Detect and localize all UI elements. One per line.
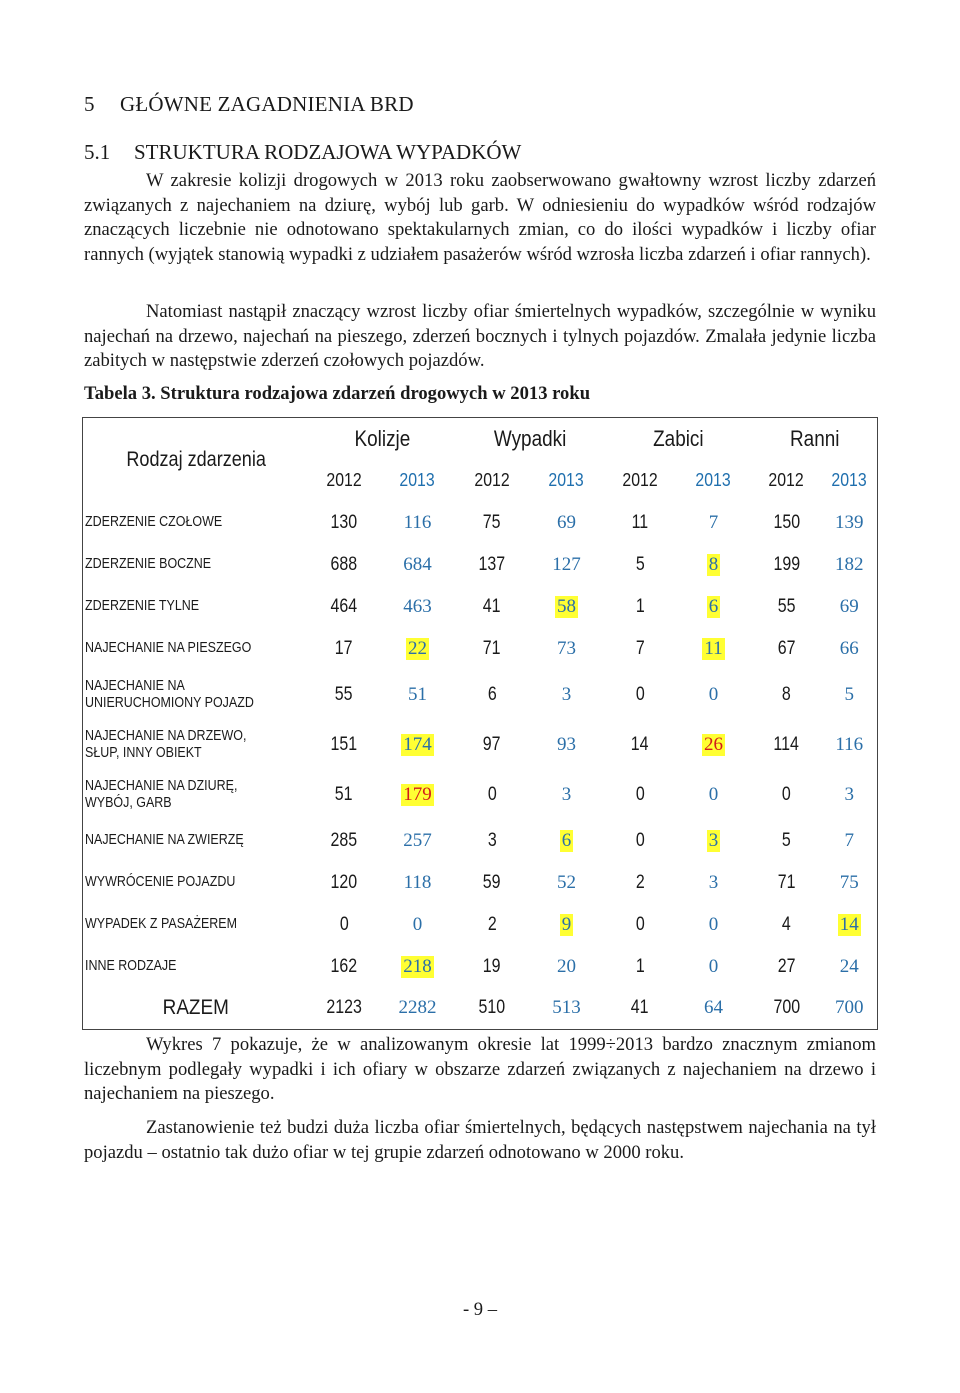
value-cell: 69 bbox=[557, 511, 576, 533]
value-cell: 285 bbox=[330, 829, 358, 851]
value-cell: 5 bbox=[782, 829, 791, 851]
value-cell: 51 bbox=[335, 783, 353, 805]
section-number: 5 bbox=[84, 92, 95, 116]
value-cell: 174 bbox=[403, 733, 432, 755]
section-heading bbox=[84, 92, 414, 117]
table-row bbox=[83, 670, 878, 720]
table-caption-text: Struktura rodzajowa zdarzeń drogowych w 2013 roku bbox=[155, 383, 591, 404]
table-row bbox=[83, 628, 878, 670]
value-cell: 116 bbox=[403, 511, 432, 533]
value-cell: 7 bbox=[708, 511, 719, 533]
row-label: WYWRÓCENIE POJAZDU bbox=[85, 874, 236, 890]
value-cell: 3 bbox=[487, 829, 497, 851]
value-cell: 0 bbox=[708, 783, 719, 805]
header-year: 2012 bbox=[768, 470, 805, 490]
table-row bbox=[83, 770, 878, 820]
value-cell: 14 bbox=[631, 733, 649, 755]
total-value-cell: 700 bbox=[773, 997, 800, 1019]
value-cell: 75 bbox=[839, 871, 859, 893]
value-cell: 27 bbox=[777, 955, 796, 977]
row-label: ZDERZENIE BOCZNE bbox=[85, 556, 212, 572]
total-value-cell: 64 bbox=[704, 997, 724, 1019]
value-cell: 58 bbox=[557, 595, 576, 617]
value-cell: 93 bbox=[557, 733, 576, 755]
value-cell: 179 bbox=[403, 783, 432, 805]
value-cell: 257 bbox=[403, 829, 432, 851]
value-cell: 26 bbox=[704, 733, 724, 755]
table-row bbox=[83, 502, 878, 544]
table-row bbox=[83, 586, 878, 628]
header-group-ranni: Ranni bbox=[789, 425, 839, 451]
value-cell: 52 bbox=[557, 871, 576, 893]
value-cell: 73 bbox=[557, 637, 576, 659]
value-cell: 55 bbox=[335, 683, 353, 705]
value-cell: 1 bbox=[635, 595, 645, 617]
total-value-cell: 513 bbox=[552, 997, 581, 1019]
value-cell: 3 bbox=[561, 783, 572, 805]
value-cell: 182 bbox=[835, 553, 864, 575]
value-cell: 0 bbox=[487, 783, 497, 805]
total-value-cell: 700 bbox=[835, 997, 864, 1019]
row-label: ZDERZENIE TYLNE bbox=[85, 598, 200, 614]
value-cell: 6 bbox=[487, 683, 497, 705]
value-cell: 11 bbox=[631, 511, 649, 533]
value-cell: 22 bbox=[408, 637, 427, 659]
header-group-zabici: Zabici bbox=[652, 425, 704, 451]
value-cell: 97 bbox=[483, 733, 501, 755]
value-cell: 3 bbox=[561, 683, 572, 705]
value-cell: 69 bbox=[839, 595, 859, 617]
value-cell: 6 bbox=[561, 829, 572, 851]
page-number: - 9 – bbox=[462, 1299, 498, 1320]
total-row bbox=[83, 988, 878, 1030]
value-cell: 0 bbox=[635, 783, 645, 805]
value-cell: 3 bbox=[708, 871, 719, 893]
value-cell: 51 bbox=[408, 683, 427, 705]
value-cell: 0 bbox=[635, 829, 645, 851]
value-cell: 5 bbox=[844, 683, 855, 705]
table-caption bbox=[84, 383, 590, 405]
value-cell: 1 bbox=[635, 955, 645, 977]
value-cell: 41 bbox=[483, 595, 501, 617]
header-year: 2012 bbox=[622, 470, 658, 490]
value-cell: 151 bbox=[330, 733, 358, 755]
value-cell: 150 bbox=[773, 511, 800, 533]
value-cell: 17 bbox=[335, 637, 353, 659]
total-value-cell: 41 bbox=[631, 997, 649, 1019]
value-cell: 3 bbox=[844, 783, 855, 805]
value-cell: 130 bbox=[330, 511, 358, 533]
value-cell: 162 bbox=[330, 955, 358, 977]
value-cell: 5 bbox=[635, 553, 645, 575]
subsection-number: 5.1 bbox=[84, 140, 111, 164]
value-cell: 2 bbox=[635, 871, 645, 893]
value-cell: 66 bbox=[839, 637, 859, 659]
value-cell: 218 bbox=[403, 955, 432, 977]
header-group-kolizje: Kolizje bbox=[354, 425, 410, 451]
row-label: ZDERZENIE CZOŁOWE bbox=[85, 514, 223, 530]
value-cell: 7 bbox=[635, 637, 645, 659]
value-cell: 11 bbox=[704, 637, 723, 659]
value-cell: 199 bbox=[773, 553, 800, 575]
total-label: RAZEM bbox=[162, 996, 229, 1020]
header-year: 2013 bbox=[695, 470, 732, 490]
value-cell: 0 bbox=[708, 955, 719, 977]
value-cell: 118 bbox=[403, 871, 432, 893]
header-year: 2012 bbox=[474, 470, 510, 490]
value-cell: 463 bbox=[403, 595, 432, 617]
table-row bbox=[83, 946, 878, 988]
value-cell: 0 bbox=[412, 913, 423, 935]
table-row bbox=[83, 820, 878, 862]
table-row bbox=[83, 544, 878, 586]
table-body bbox=[83, 502, 878, 1030]
value-cell: 6 bbox=[708, 595, 719, 617]
value-cell: 688 bbox=[330, 553, 358, 575]
row-label: NAJECHANIE NA ZWIERZĘ bbox=[85, 832, 244, 848]
table-row bbox=[83, 720, 878, 770]
accident-structure-table bbox=[82, 417, 878, 1030]
value-cell: 71 bbox=[483, 637, 501, 659]
value-cell: 14 bbox=[839, 913, 859, 935]
total-value-cell: 2123 bbox=[326, 997, 362, 1019]
value-cell: 59 bbox=[483, 871, 501, 893]
value-cell: 19 bbox=[483, 955, 501, 977]
table-row bbox=[83, 904, 878, 946]
value-cell: 67 bbox=[777, 637, 796, 659]
row-label: NAJECHANIE NA DZIURĘ, WYBÓJ, GARB bbox=[85, 777, 238, 811]
header-rodzaj: Rodzaj zdarzenia bbox=[125, 447, 266, 471]
value-cell: 4 bbox=[782, 913, 791, 935]
value-cell: 9 bbox=[561, 913, 572, 935]
paragraph-4: Zastanowienie też budzi duża liczba ofiar śmiertelnych, będących następstwem najechania na tył pojazdu – ostatnio tak dużo ofiar w tej grupie zdarzeń odnotowano w 2000 roku. bbox=[84, 1117, 876, 1163]
table-caption-label: Tabela 3. bbox=[84, 383, 156, 404]
value-cell: 75 bbox=[483, 511, 501, 533]
row-label: NAJECHANIE NA UNIERUCHOMIONY POJAZD bbox=[85, 677, 254, 711]
value-cell: 464 bbox=[330, 595, 358, 617]
value-cell: 20 bbox=[557, 955, 576, 977]
header-year: 2013 bbox=[831, 470, 867, 490]
value-cell: 3 bbox=[708, 829, 719, 851]
header-rodzaj-cell bbox=[83, 418, 309, 502]
row-label: WYPADEK Z PASAŻEREM bbox=[85, 916, 237, 932]
header-year: 2013 bbox=[548, 470, 585, 490]
subsection-title: STRUKTURA RODZAJOWA WYPADKÓW bbox=[134, 140, 522, 164]
value-cell: 0 bbox=[782, 783, 791, 805]
subsection-heading bbox=[84, 140, 521, 165]
paragraph-1: W zakresie kolizji drogowych w 2013 roku zaobserwowano gwałtowny wzrost liczby zdarzeń związanych z najechaniem na dziurę, wybój lub garb. W odniesieniu do wypadków wśród rodzajów znaczących liczebnie nie odnotowano spektakularnych zmian, co do ilości wypadków i liczby ofiar rannych (wyjątek stanowią wypadki z udziałem pasażerów wśród wzrosła liczba zdarzeń i ofiar rannych). bbox=[84, 170, 876, 265]
value-cell: 0 bbox=[635, 683, 645, 705]
value-cell: 55 bbox=[777, 595, 796, 617]
header-year: 2013 bbox=[399, 470, 436, 490]
row-label: NAJECHANIE NA PIESZEGO bbox=[85, 640, 252, 656]
value-cell: 116 bbox=[835, 733, 864, 755]
value-cell: 114 bbox=[773, 733, 800, 755]
value-cell: 127 bbox=[552, 553, 581, 575]
value-cell: 0 bbox=[339, 913, 349, 935]
row-label: NAJECHANIE NA DRZEWO, SŁUP, INNY OBIEKT bbox=[85, 727, 247, 761]
value-cell: 2 bbox=[487, 913, 497, 935]
value-cell: 139 bbox=[835, 511, 864, 533]
value-cell: 120 bbox=[330, 871, 358, 893]
paragraph-3: Wykres 7 pokazuje, że w analizowanym okresie lat 1999÷2013 bardzo znacznym zmianom liczebnym podlegały wypadki i ich ofiary w obszarze zdarzeń związanych z najechaniem na drzewo i najechaniem na pieszego. bbox=[84, 1034, 876, 1104]
table-row bbox=[83, 862, 878, 904]
value-cell: 8 bbox=[782, 683, 791, 705]
total-value-cell: 510 bbox=[478, 997, 506, 1019]
value-cell: 0 bbox=[635, 913, 645, 935]
value-cell: 137 bbox=[478, 553, 506, 575]
value-cell: 0 bbox=[708, 913, 719, 935]
header-year: 2012 bbox=[326, 470, 362, 490]
section-title: GŁÓWNE ZAGADNIENIA BRD bbox=[120, 92, 414, 116]
value-cell: 684 bbox=[403, 553, 432, 575]
value-cell: 8 bbox=[708, 553, 719, 575]
row-label: INNE RODZAJE bbox=[85, 958, 177, 974]
header-group-wypadki: Wypadki bbox=[493, 425, 567, 451]
value-cell: 7 bbox=[844, 829, 855, 851]
value-cell: 0 bbox=[708, 683, 719, 705]
value-cell: 24 bbox=[839, 955, 859, 977]
total-value-cell: 2282 bbox=[398, 997, 437, 1019]
paragraph-2: Natomiast nastąpił znaczący wzrost liczby ofiar śmiertelnych wypadków, szczególnie w wyniku najechań na drzewo, najechań na pieszego, zderzeń bocznych i tylnych pojazdów. Zmalała jedynie liczba zabitych w następstwie zderzeń czołowych pojazdów. bbox=[84, 301, 876, 371]
value-cell: 71 bbox=[777, 871, 796, 893]
